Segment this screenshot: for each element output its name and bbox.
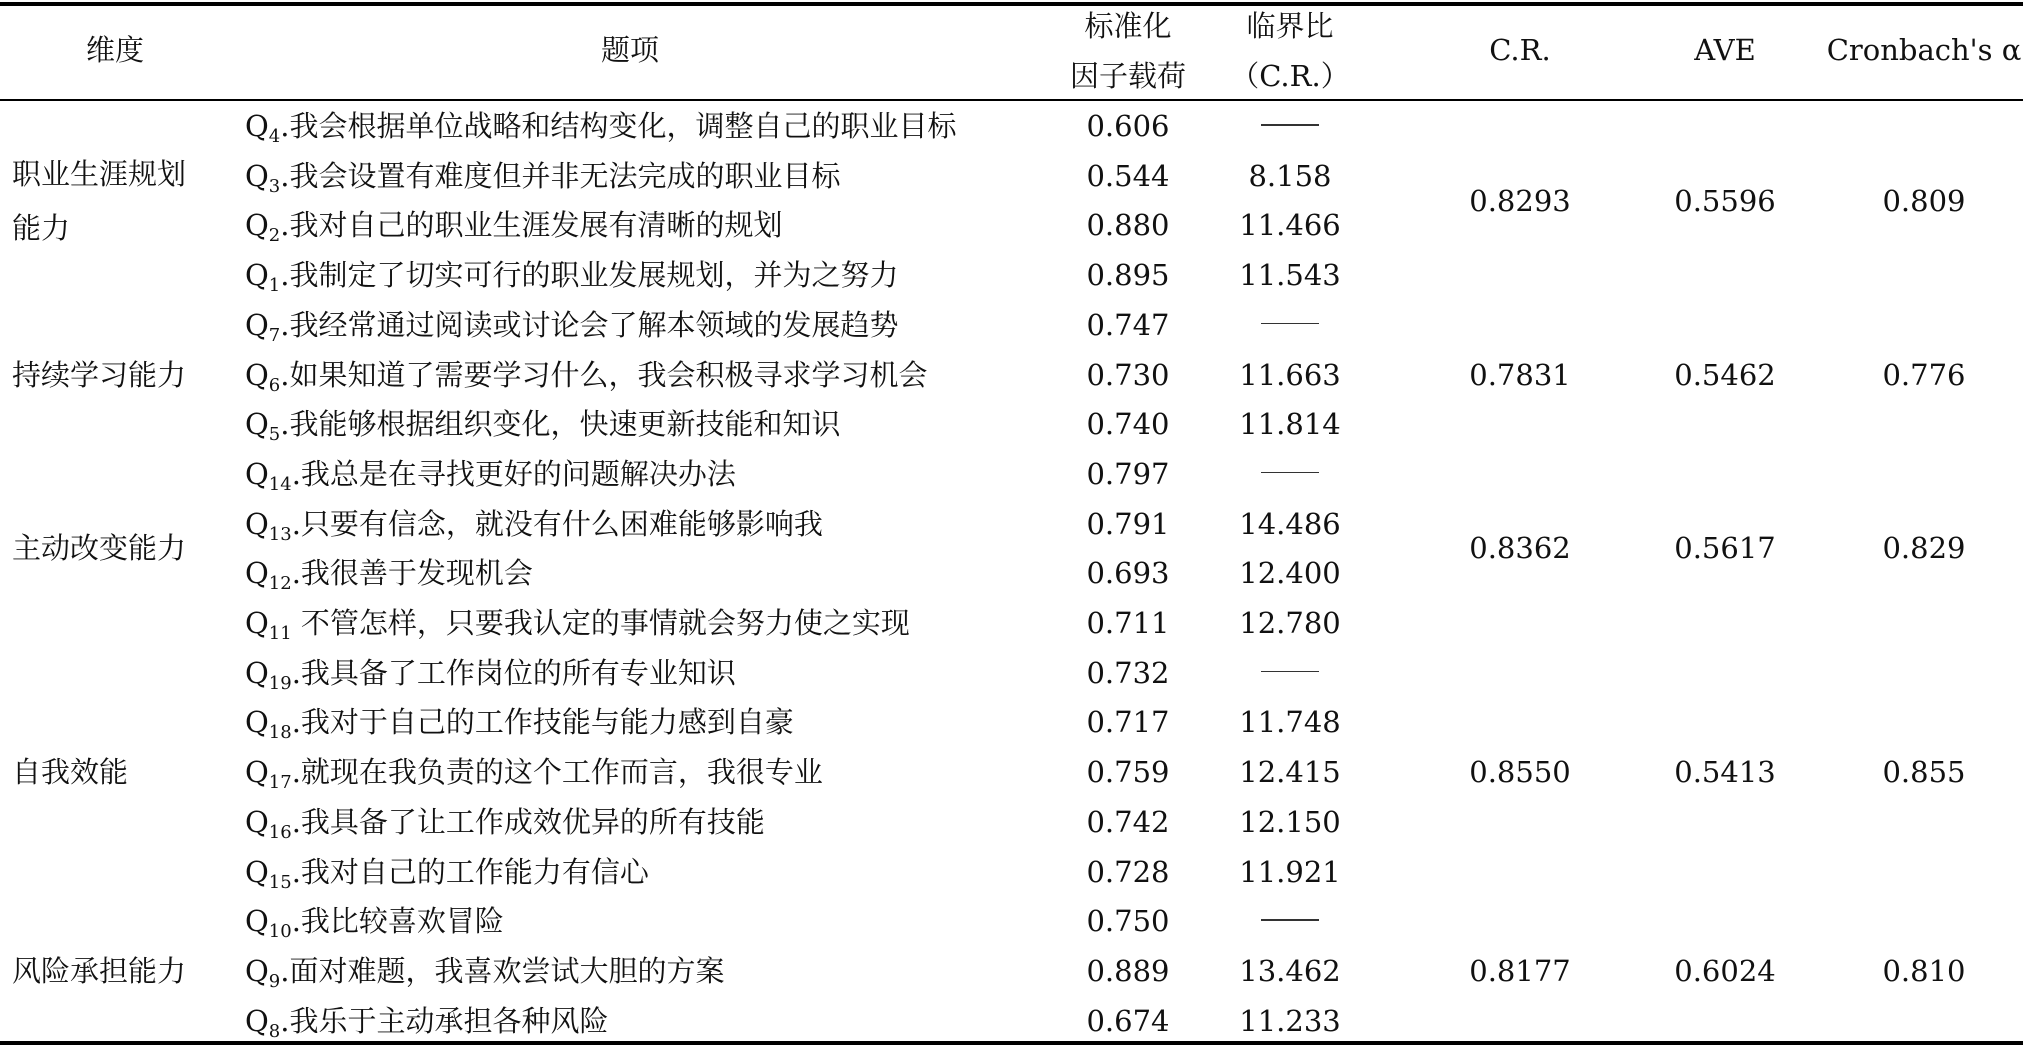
loading-value: 0.759 <box>1086 755 1170 790</box>
item-subscript: 7 <box>268 324 281 346</box>
loading-value: 0.797 <box>1086 456 1170 491</box>
cr-value: 0.7831 <box>1469 357 1571 392</box>
item-label: Q <box>245 705 269 740</box>
item-subscript: 4 <box>268 126 281 147</box>
header-alpha: Cronbach's α <box>1826 33 2022 67</box>
cr-ratio-value: 8.158 <box>1248 158 1332 193</box>
item-statement: .我具备了工作岗位的所有专业知识 <box>291 655 736 690</box>
header-cr: C.R. <box>1489 33 1551 67</box>
cr-ratio-value: 11.748 <box>1239 705 1341 740</box>
item-statement: .就现在我负责的这个工作而言，我很专业 <box>291 755 823 790</box>
item-text <box>245 553 533 593</box>
cr-ratio-value: 11.663 <box>1239 357 1341 392</box>
loading-value: 0.544 <box>1086 158 1170 193</box>
loading-value: 0.606 <box>1086 109 1170 143</box>
item-label: Q <box>245 258 269 293</box>
cr-ratio-value: 13.462 <box>1239 953 1341 988</box>
item-statement: .我具备了让工作成效优异的所有技能 <box>291 804 765 839</box>
item-subscript: 12 <box>268 573 292 595</box>
header-dimension: 维度 <box>85 33 145 67</box>
dimension-label: 主动改变能力 <box>12 531 187 566</box>
fixed-parameter-dash <box>1261 472 1319 474</box>
item-text <box>245 702 794 742</box>
item-statement: .我经常通过阅读或讨论会了解本领域的发展趋势 <box>280 307 899 342</box>
header-rule <box>0 99 2023 101</box>
item-statement: .面对难题，我喜欢尝试大胆的方案 <box>280 953 725 988</box>
item-text <box>245 255 898 295</box>
header-loading-line1: 标准化 <box>1084 9 1172 43</box>
item-label: Q <box>245 109 269 143</box>
item-text <box>245 802 765 842</box>
item-statement: .我比较喜欢冒险 <box>291 904 504 939</box>
item-subscript: 15 <box>268 871 292 893</box>
cr-ratio-value: 11.814 <box>1239 407 1341 442</box>
item-statement: .我会根据单位战略和结构变化，调整自己的职业目标 <box>280 109 957 143</box>
item-label: Q <box>245 208 269 243</box>
item-subscript: 2 <box>268 225 281 247</box>
loading-value: 0.791 <box>1086 506 1170 541</box>
header-ratio-line2: （C.R.） <box>1230 59 1350 93</box>
item-label: Q <box>245 1003 269 1038</box>
cr-ratio-value: 11.543 <box>1239 258 1341 293</box>
item-label: Q <box>245 307 269 342</box>
item-label: Q <box>245 357 269 392</box>
alpha-value: 0.829 <box>1882 531 1966 566</box>
item-subscript: 16 <box>268 821 292 843</box>
ave-value: 0.5413 <box>1674 755 1776 790</box>
cr-ratio-value: 11.233 <box>1239 1003 1341 1038</box>
ave-value: 0.6024 <box>1674 953 1776 988</box>
dimension-label: 自我效能 <box>12 755 129 790</box>
cr-value: 0.8362 <box>1469 531 1571 566</box>
alpha-value: 0.810 <box>1882 953 1966 988</box>
cr-ratio-value: 12.150 <box>1239 804 1341 839</box>
loading-value: 0.674 <box>1086 1003 1170 1038</box>
item-text <box>245 106 956 146</box>
loading-value: 0.880 <box>1086 208 1170 243</box>
item-subscript: 14 <box>268 473 292 495</box>
item-text <box>245 156 840 196</box>
loading-value: 0.711 <box>1086 606 1170 640</box>
item-statement: .如果知道了需要学习什么，我会积极寻求学习机会 <box>280 357 928 392</box>
cr-ratio-value: 12.415 <box>1239 755 1341 790</box>
item-statement: .我对自己的职业生涯发展有清晰的规划 <box>280 208 783 243</box>
item-subscript: 18 <box>268 722 292 744</box>
item-statement: .我制定了切实可行的职业发展规划，并为之努力 <box>280 258 899 293</box>
item-label: Q <box>245 456 269 491</box>
loading-value: 0.742 <box>1086 804 1170 839</box>
cr-value: 0.8293 <box>1469 183 1571 218</box>
item-text <box>245 752 823 792</box>
item-label: Q <box>245 804 269 839</box>
fixed-parameter-dash <box>1261 323 1319 325</box>
loading-value: 0.728 <box>1086 854 1170 889</box>
alpha-value: 0.855 <box>1882 755 1966 790</box>
alpha-value: 0.809 <box>1882 183 1966 218</box>
item-label: Q <box>245 953 269 988</box>
item-label: Q <box>245 506 269 541</box>
item-statement: .我会设置有难度但并非无法完成的职业目标 <box>280 158 841 193</box>
item-label: Q <box>245 755 269 790</box>
alpha-value: 0.776 <box>1882 357 1966 392</box>
item-text <box>245 355 927 395</box>
fixed-parameter-dash <box>1261 671 1319 673</box>
ave-value: 0.5617 <box>1674 531 1776 566</box>
item-text <box>245 603 910 643</box>
item-subscript: 5 <box>268 424 281 446</box>
loading-value: 0.732 <box>1086 655 1170 690</box>
loading-value: 0.889 <box>1086 953 1170 988</box>
item-text <box>245 504 823 544</box>
dimension-label: 能力 <box>12 210 71 245</box>
header-item: 题项 <box>600 33 660 67</box>
cr-ratio-value: 11.466 <box>1239 208 1341 243</box>
loading-value: 0.730 <box>1086 357 1170 392</box>
dimension-label: 职业生涯规划 <box>12 156 187 191</box>
item-statement: .我能够根据组织变化，快速更新技能和知识 <box>280 407 841 442</box>
item-statement: 不管怎样，只要我认定的事情就会努力使之实现 <box>291 606 910 640</box>
header-loading-line2: 因子载荷 <box>1069 59 1187 93</box>
item-label: Q <box>245 655 269 690</box>
item-subscript: 11 <box>268 623 292 644</box>
item-statement: .我总是在寻找更好的问题解决办法 <box>291 456 736 491</box>
header-ratio-line1: 临界比 <box>1246 9 1334 43</box>
cr-ratio-value: 12.400 <box>1239 556 1341 591</box>
item-statement: .我对自己的工作能力有信心 <box>291 854 649 889</box>
dimension-label: 风险承担能力 <box>12 953 187 988</box>
item-label: Q <box>245 158 269 193</box>
item-text <box>245 901 504 941</box>
item-subscript: 3 <box>268 175 281 197</box>
loading-value: 0.895 <box>1086 258 1170 293</box>
dimension-label: 持续学习能力 <box>12 357 187 392</box>
item-statement: .我乐于主动承担各种风险 <box>280 1003 609 1038</box>
fixed-parameter-dash <box>1261 919 1319 921</box>
item-statement: .只要有信念，就没有什么困难能够影响我 <box>291 506 823 541</box>
item-text <box>245 1001 608 1041</box>
cr-ratio-value: 11.921 <box>1239 854 1341 889</box>
item-subscript: 8 <box>268 1020 281 1042</box>
item-label: Q <box>245 854 269 889</box>
ave-value: 0.5462 <box>1674 357 1776 392</box>
item-text <box>245 205 782 245</box>
top-rule <box>0 2 2023 6</box>
cr-ratio-value: 14.486 <box>1239 506 1341 541</box>
item-subscript: 10 <box>268 921 292 943</box>
item-subscript: 1 <box>268 275 281 297</box>
item-text <box>245 951 724 991</box>
cr-value: 0.8550 <box>1469 755 1571 790</box>
item-label: Q <box>245 904 269 939</box>
cr-ratio-value: 12.780 <box>1239 606 1341 640</box>
item-text <box>245 404 840 444</box>
loading-value: 0.750 <box>1086 904 1170 939</box>
item-subscript: 17 <box>268 772 292 794</box>
bottom-rule <box>0 1041 2023 1045</box>
item-label: Q <box>245 606 269 640</box>
item-subscript: 19 <box>268 672 292 694</box>
item-label: Q <box>245 407 269 442</box>
item-statement: .我很善于发现机会 <box>291 556 533 591</box>
item-label: Q <box>245 556 269 591</box>
item-subscript: 9 <box>268 970 281 992</box>
item-subscript: 6 <box>268 374 281 396</box>
loading-value: 0.740 <box>1086 407 1170 442</box>
header-ave: AVE <box>1694 33 1756 67</box>
item-text <box>245 305 898 345</box>
ave-value: 0.5596 <box>1674 183 1776 218</box>
item-subscript: 13 <box>268 523 292 545</box>
item-statement: .我对于自己的工作技能与能力感到自豪 <box>291 705 794 740</box>
loading-value: 0.693 <box>1086 556 1170 591</box>
item-text <box>245 852 649 892</box>
loading-value: 0.747 <box>1086 307 1170 342</box>
loading-value: 0.717 <box>1086 705 1170 740</box>
fixed-parameter-dash <box>1261 124 1319 126</box>
item-text <box>245 653 736 693</box>
cr-value: 0.8177 <box>1469 953 1571 988</box>
item-text <box>245 454 736 494</box>
